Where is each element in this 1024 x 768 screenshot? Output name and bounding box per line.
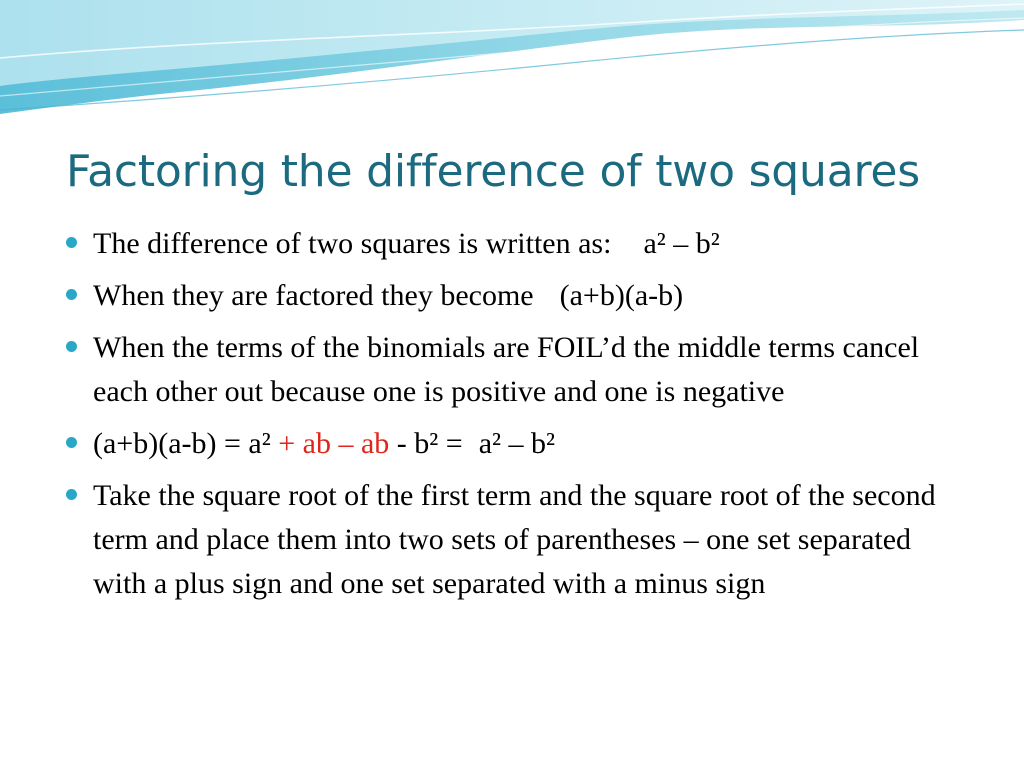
- bullet-item: [60, 274, 970, 318]
- bullet-text: The difference of two squares is written as:: [93, 227, 612, 260]
- bullet-dot-icon: [66, 437, 77, 448]
- bullet-dot-icon: [66, 289, 77, 300]
- bullet-item: [60, 474, 970, 606]
- bullet-dot-icon: [66, 489, 77, 500]
- expression: (a+b)(a-b): [559, 279, 684, 312]
- equation-lhs: (a+b)(a-b) = a²: [93, 427, 271, 460]
- bullet-list: [60, 222, 970, 614]
- bullet-text: Take the square root of the first term and the square root of the second term and place them into two sets of parentheses – one set separated with a plus sign and one set separated with a minus sign: [93, 479, 936, 600]
- plus-ab-term: + ab: [278, 427, 331, 460]
- expression: a² – b²: [643, 227, 720, 260]
- bullet-dot-icon: [66, 341, 77, 352]
- bullet-dot-icon: [66, 237, 77, 248]
- bullet-text: When they are factored they become: [93, 279, 534, 312]
- minus-ab-term: – ab: [338, 427, 390, 460]
- header-wave-decoration: [0, 0, 1024, 130]
- bullet-item: [60, 222, 970, 266]
- bullet-item: [60, 326, 970, 414]
- bullet-text: When the terms of the binomials are FOIL’d the middle terms cancel each other out because one is positive and one is negative: [93, 331, 920, 408]
- slide-title: Factoring the difference of two squares: [66, 146, 921, 197]
- equation-result: a² – b²: [478, 427, 556, 460]
- equation-rest: - b² =: [396, 427, 463, 460]
- bullet-item: [60, 422, 970, 466]
